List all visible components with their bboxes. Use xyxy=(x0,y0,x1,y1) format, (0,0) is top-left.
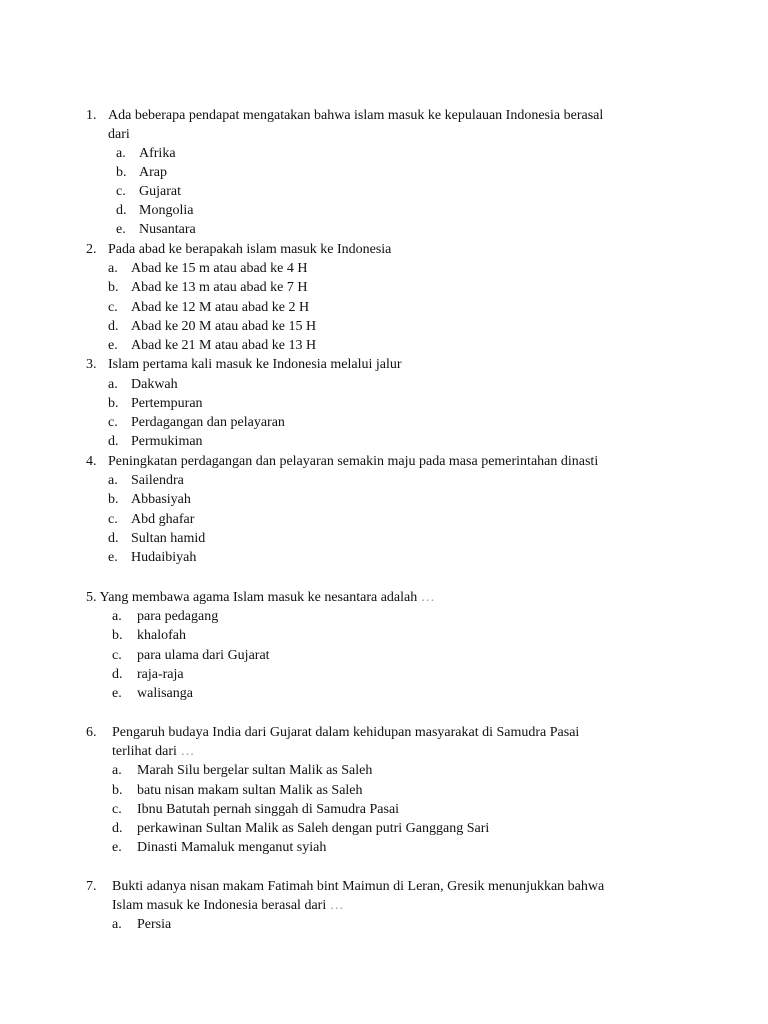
question-text-continued-words: Islam masuk ke Indonesia berasal dari xyxy=(112,898,327,913)
option-text: khalofah xyxy=(137,628,186,643)
option-text: Abad ke 21 M atau abad ke 13 H xyxy=(131,338,317,353)
ellipsis: … xyxy=(420,590,435,605)
option-text: batu nisan makam sultan Malik as Saleh xyxy=(137,783,363,798)
question-line xyxy=(86,589,435,606)
option-text: Perdagangan dan pelayaran xyxy=(131,415,285,430)
question-number: 1. xyxy=(86,108,97,123)
option-text: raja-raja xyxy=(137,667,184,682)
option-letter: a. xyxy=(108,473,118,488)
question-number: 5. xyxy=(86,590,97,605)
option-letter: a. xyxy=(112,763,122,778)
option-text: para ulama dari Gujarat xyxy=(137,648,270,663)
question-text: Ada beberapa pendapat mengatakan bahwa islam masuk ke kepulauan Indonesia berasal xyxy=(108,108,604,123)
question-number: 2. xyxy=(86,242,97,257)
question-number: 3. xyxy=(86,357,97,372)
option-text: Dinasti Mamaluk menganut syiah xyxy=(137,840,327,855)
option-letter: e. xyxy=(112,840,122,855)
option-letter: b. xyxy=(108,396,119,411)
option-text: Abd ghafar xyxy=(131,512,195,527)
question-text: Yang membawa agama Islam masuk ke nesantara adalah xyxy=(99,590,418,605)
option-letter: a. xyxy=(112,609,122,624)
option-text: walisanga xyxy=(137,686,193,701)
option-letter: b. xyxy=(108,280,119,295)
option-text: Mongolia xyxy=(139,203,194,218)
question-text: Bukti adanya nisan makam Fatimah bint Maimun di Leran, Gresik menunjukkan bahwa xyxy=(112,879,605,894)
question-text-continued xyxy=(112,743,194,760)
option-letter: e. xyxy=(108,550,118,565)
option-letter: e. xyxy=(116,222,126,237)
question-text: Peningkatan perdagangan dan pelayaran semakin maju pada masa pemerintahan dinasti xyxy=(108,454,599,469)
ellipsis: … xyxy=(329,898,344,913)
option-letter: c. xyxy=(108,512,118,527)
question-number: 6. xyxy=(86,725,97,740)
option-text: Abbasiyah xyxy=(131,492,191,507)
option-text: Marah Silu bergelar sultan Malik as Saleh xyxy=(137,763,373,778)
option-text: Abad ke 13 m atau abad ke 7 H xyxy=(131,280,308,295)
option-text: Arap xyxy=(139,165,167,180)
option-letter: a. xyxy=(108,261,118,276)
option-letter: d. xyxy=(112,667,123,682)
option-letter: c. xyxy=(108,300,118,315)
option-text: Dakwah xyxy=(131,377,178,392)
question-number: 4. xyxy=(86,454,97,469)
option-text: Pertempuran xyxy=(131,396,203,411)
option-letter: d. xyxy=(108,531,119,546)
option-text: Afrika xyxy=(139,146,176,161)
option-letter: d. xyxy=(108,319,119,334)
option-text: Persia xyxy=(137,917,172,932)
option-text: Abad ke 20 M atau abad ke 15 H xyxy=(131,319,317,334)
option-letter: a. xyxy=(112,917,122,932)
option-text: Permukiman xyxy=(131,434,203,449)
option-letter: c. xyxy=(112,802,122,817)
ellipsis: … xyxy=(180,744,195,759)
question-text-continued xyxy=(112,897,344,914)
option-letter: b. xyxy=(108,492,119,507)
question-text: Pada abad ke berapakah islam masuk ke Indonesia xyxy=(108,242,392,257)
option-text: Abad ke 15 m atau abad ke 4 H xyxy=(131,261,308,276)
option-letter: e. xyxy=(112,686,122,701)
option-letter: b. xyxy=(116,165,127,180)
option-text: perkawinan Sultan Malik as Saleh dengan putri Ganggang Sari xyxy=(137,821,490,836)
option-text: Nusantara xyxy=(139,222,196,237)
option-text: para pedagang xyxy=(137,609,219,624)
option-letter: b. xyxy=(112,783,123,798)
option-letter: b. xyxy=(112,628,123,643)
question-text: Pengaruh budaya India dari Gujarat dalam kehidupan masyarakat di Samudra Pasai xyxy=(112,725,580,740)
option-text: Hudaibiyah xyxy=(131,550,197,565)
option-letter: d. xyxy=(108,434,119,449)
option-letter: d. xyxy=(112,821,123,836)
option-text: Sailendra xyxy=(131,473,184,488)
option-letter: c. xyxy=(112,648,122,663)
question-number: 7. xyxy=(86,879,97,894)
option-letter: c. xyxy=(116,184,126,199)
option-letter: d. xyxy=(116,203,127,218)
question-text-continued: dari xyxy=(108,127,130,142)
option-letter: a. xyxy=(108,377,118,392)
question-text-continued-words: terlihat dari xyxy=(112,744,177,759)
option-text: Sultan hamid xyxy=(131,531,206,546)
question-text: Islam pertama kali masuk ke Indonesia melalui jalur xyxy=(108,357,402,372)
option-letter: c. xyxy=(108,415,118,430)
option-text: Abad ke 12 M atau abad ke 2 H xyxy=(131,300,310,315)
option-letter: e. xyxy=(108,338,118,353)
option-text: Ibnu Batutah pernah singgah di Samudra Pasai xyxy=(137,802,400,817)
option-letter: a. xyxy=(116,146,126,161)
option-text: Gujarat xyxy=(139,184,181,199)
